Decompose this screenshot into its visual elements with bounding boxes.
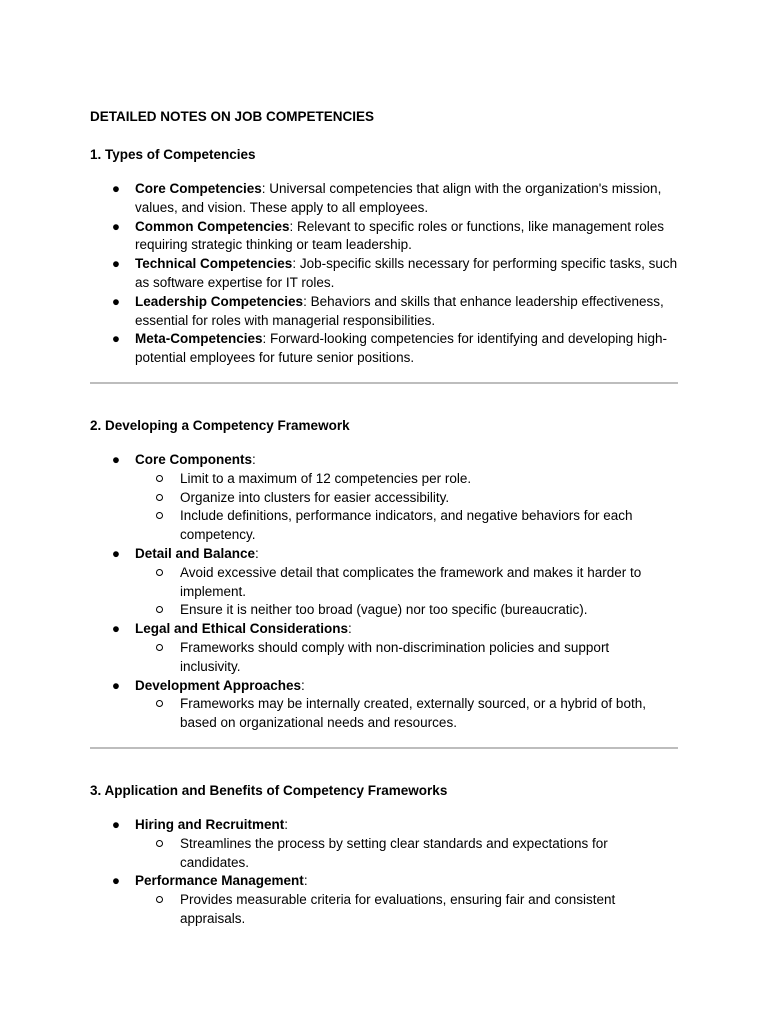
list-item <box>90 872 690 928</box>
application-list <box>90 816 690 929</box>
item-term: Common Competencies <box>135 218 290 234</box>
sublist-item-text: Frameworks may be internally created, externally sourced, or a hybrid of both, based on organizational needs and resources. <box>180 696 646 731</box>
list-item <box>90 255 690 293</box>
section-heading-types: 1. Types of Competencies <box>90 147 256 162</box>
bullet-icon: ● <box>111 293 121 309</box>
list-item <box>90 330 690 368</box>
item-text: : <box>303 873 308 889</box>
document-title: DETAILED NOTES ON JOB COMPETENCIES <box>90 109 375 124</box>
circle-bullet-icon <box>156 569 163 576</box>
sublist-item-text: Frameworks should comply with non-discrimination policies and support inclusivity. <box>180 639 610 674</box>
list-item <box>90 816 690 872</box>
item-term: Technical Competencies <box>135 256 293 272</box>
bullet-icon: ● <box>111 873 121 889</box>
section-divider <box>90 382 678 384</box>
item-term: Hiring and Recruitment <box>135 817 285 832</box>
sublist-item <box>135 489 660 508</box>
item-term: Meta-Competencies <box>135 331 263 347</box>
list-item <box>90 218 690 256</box>
bullet-icon: ● <box>111 331 121 347</box>
item-text: : Universal competencies that align with the organization's mission, values, and vision. These apply to all employees. <box>135 181 662 215</box>
item-term: Leadership Competencies <box>135 293 304 309</box>
list-item <box>90 180 690 218</box>
framework-list <box>90 451 690 733</box>
item-term: Detail and Balance <box>135 545 256 561</box>
sublist <box>135 470 690 545</box>
sublist-item <box>135 601 660 620</box>
item-term: Development Approaches <box>135 677 302 693</box>
bullet-icon: ● <box>111 545 121 561</box>
list-item <box>90 451 690 545</box>
sublist-item <box>135 507 660 545</box>
sublist-item <box>135 470 660 489</box>
bullet-icon: ● <box>111 677 121 693</box>
item-text: : <box>301 677 305 693</box>
sublist-item <box>135 564 660 602</box>
item-text: : <box>348 621 352 637</box>
item-text: : Relevant to specific roles or functions, like management roles requiring strategic thinking or team leadership. <box>135 218 664 253</box>
sublist-item-text: Organize into clusters for easier accessibility. <box>180 489 450 505</box>
bullet-icon: ● <box>111 218 121 234</box>
bullet-icon: ● <box>111 452 121 467</box>
section-heading-framework: 2. Developing a Competency Framework <box>90 418 350 433</box>
sublist-item-text: Provides measurable criteria for evaluations, ensuring fair and consistent appraisals. <box>180 892 616 926</box>
item-text: : <box>284 817 289 832</box>
circle-bullet-icon <box>156 896 163 903</box>
sublist <box>135 891 690 929</box>
item-text: : <box>255 545 259 561</box>
sublist-item-text: Avoid excessive detail that complicates the framework and makes it harder to implement. <box>180 564 642 599</box>
item-text: : Forward-looking competencies for identifying and developing high-potential employees for future senior positions. <box>135 331 668 366</box>
sublist-item <box>135 695 660 733</box>
item-text: : <box>252 452 256 467</box>
list-item <box>90 545 690 620</box>
bullet-icon: ● <box>111 621 121 637</box>
sublist <box>135 695 690 733</box>
sublist-item <box>135 891 660 929</box>
list-item <box>90 677 690 733</box>
circle-bullet-icon <box>156 606 163 613</box>
circle-bullet-icon <box>156 475 163 482</box>
item-text: : Job-specific skills necessary for performing specific tasks, such as software expertise for IT roles. <box>135 256 678 290</box>
section-divider <box>90 747 678 749</box>
sublist-item-text: Include definitions, performance indicators, and negative behaviors for each competency. <box>180 508 633 543</box>
circle-bullet-icon <box>156 840 163 847</box>
list-item <box>90 293 690 331</box>
circle-bullet-icon <box>156 494 163 501</box>
sublist-item-text: Streamlines the process by setting clear standards and expectations for candidates. <box>180 835 608 870</box>
circle-bullet-icon <box>156 700 163 707</box>
item-term: Core Components <box>135 452 253 467</box>
sublist-item-text: Limit to a maximum of 12 competencies per role. <box>180 470 472 486</box>
bullet-icon: ● <box>111 817 121 832</box>
sublist <box>135 564 690 620</box>
sublist <box>135 835 690 873</box>
circle-bullet-icon <box>156 644 163 651</box>
item-text: : Behaviors and skills that enhance leadership effectiveness, essential for roles with managerial responsibilities. <box>135 293 664 328</box>
sublist <box>135 639 690 677</box>
item-term: Legal and Ethical Considerations <box>135 621 349 637</box>
competency-types-list <box>90 180 690 368</box>
sublist-item <box>135 639 660 677</box>
item-term: Core Competencies <box>135 181 262 196</box>
bullet-icon: ● <box>111 181 121 196</box>
section-heading-application: 3. Application and Benefits of Competency Frameworks <box>90 783 448 798</box>
circle-bullet-icon <box>156 512 163 519</box>
sublist-item-text: Ensure it is neither too broad (vague) nor too specific (bureaucratic). <box>180 602 588 618</box>
list-item <box>90 620 690 676</box>
item-term: Performance Management <box>135 873 304 889</box>
bullet-icon: ● <box>111 256 121 272</box>
sublist-item <box>135 835 660 873</box>
